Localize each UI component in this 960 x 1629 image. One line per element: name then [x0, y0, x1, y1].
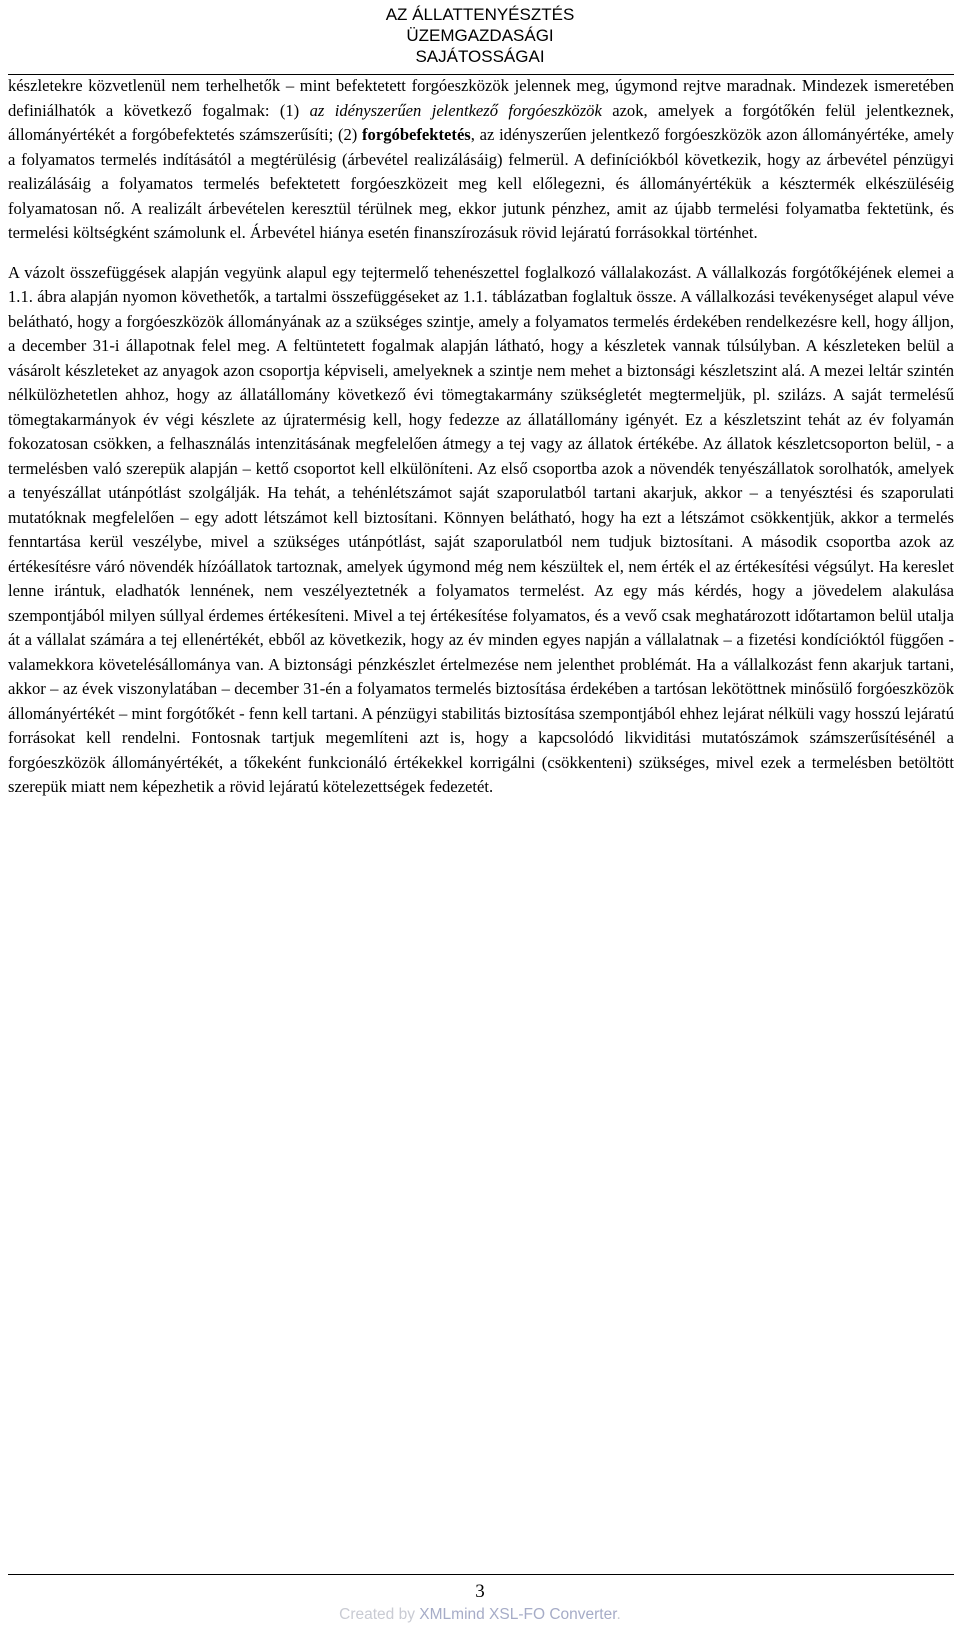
page-number: 3: [475, 1581, 485, 1602]
italic-term: az idényszerűen jelentkező forgóeszközök: [309, 100, 602, 120]
generator-link[interactable]: XMLmind XSL-FO Converter: [419, 1606, 617, 1623]
generator-prefix: Created by: [339, 1606, 420, 1623]
running-header: [0, 4, 960, 67]
paragraph-dairy-example: A vázolt összefüggések alapján vegyünk alapul egy tejtermelő tehenészettel foglalkozó vállalakozást. A vállalkozás forgótőkéjének elemei a 1.1. ábra alapján nyomon követhetők, a tartalmi összefüggéseket az 1.1. táblázatban foglaltuk össze. A vállalkozási tevékenységet alapul véve belátható, hogy a forgóeszközök állományának az a szükséges szintje, amely a folyamatos termelés érdekében rendelkezésre kell, hogy álljon, a december 31-i állapotnak felel meg. A feltüntetett fogalmak alapján látható, hogy a készletek vannak túlsúlyban. A készleteken belül a vásárolt készleteket az anyagok azon csoportja képviseli, amelyeknek a szintje nem mehet a biztonsági készletszint alá. A mezei leltár szintén nélkülözhetetlen ahhoz, hogy az állatállomány következő évi tömegtakarmány szükségletét megtermeljük, pl. szilázs. A saját termelésű tömegtakarmányok év végi készlete az újratermésig kell, hogy fedezze az állatállomány igényét. Ez a készletszint tehát az év folyamán fokozatosan csökken, a felhasználás intenzitásának megfelelően átmegy a tej vagy az állatok értékébe. Az állatok készletcsoporton belül, - a termelésben való szerepük alapján – kettő csoportot kell elkülöníteni. Az első csoportba azok a növendék tenyészállatok sorolhatók, amelyek a tenyészállat utánpótlást szolgálják. Ha tehát, a tehénlétszámot saját szaporulatból tartani akarjuk, akkor – a tenyésztési és szaporulati mutatóknak megfelelően – egy adott létszámot kell biztosítani. Könnyen belátható, hogy ha ezt a létszámot csökkentjük, akkor a termelés fenntartása kerül veszélybe, mivel a szükséges utánpótlást, saját szaporulatból nem tudjuk biztosítani. A második csoportba azok az értékesítésre váró növendék hízóállatok tartoznak, amelyek úgymond még nem készültek el, nem érték el az értékesítési végsúlyt. Ha kereslet lenne irántuk, eladhatók lennének, nem veszélyeztetnék a folyamatos termelést. Az egy más kérdés, hogy a jövedelem alakulása szempontjából milyen súllyal érdemes értékesíteni. Mivel a tej értékesítése folyamatos, és a vevő csak meghatározott időtartamon belül utalja át a vállalat számára a tej ellenértékét, ebből az következik, hogy az év minden egyes napján a vállalatnak – a fizetési kondícióktól függően - valamekkora követelésállománya van. A biztonsági pénzkészlet értelmezése nem jelenthet problémát. Ha a vállalkozást fenn akarjuk tartani, akkor – az évek viszonylatában – december 31-én a folyamatos termelés biztosítása érdekében a tartósan lekötöttnek minősülő forgóeszközök állományértékét – mint forgótőkét - fenn kell tartani. A pénzügyi stabilitás biztosítása szempontjából ehhez lejárat nélküli vagy hosszú lejáratú forrásokat kell rendelni. Fontosnak tartjuk megemlíteni azt is, hogy a kapcsolódó likviditási mutatószámok számszerűsítésénél a forgóeszközök állományértékét, a tőkeként funkcionáló értékekkel korrigálni (csökkenteni) szükséges, mivel ezek a termelésben betöltött szerepük miatt nem képezhetik a rövid lejáratú kötelezettségek fedezetét.: [8, 262, 954, 796]
paragraph-text: azok, amelyek a forgótőkén felül jelentkeznek, állományértékét a forgóbefektetés számszerűsíti; (2): [8, 100, 955, 144]
bold-term: forgóbefektetés: [362, 125, 471, 144]
paragraph-text: készletekre közvetlenül nem terhelhetők – mint befektetett forgóeszközök jelennek meg, úgymond rejtve maradnak. Mindezek ismeretében definiálhatók a következő fogalmak: (1): [8, 76, 954, 120]
footer-divider: [8, 1574, 954, 1575]
document-body: [8, 74, 954, 800]
paragraph-definitions: [8, 74, 954, 246]
generator-suffix: .: [616, 1606, 621, 1623]
header-title-line-1: AZ ÁLLATTENYÉSZTÉS: [385, 5, 575, 24]
header-title-line-2: ÜZEMGAZDASÁGI: [406, 26, 554, 45]
header-title-line-3: SAJÁTOSSÁGAI: [415, 47, 545, 66]
generator-note: [0, 1606, 960, 1624]
paragraph-text: , az idényszerűen jelentkező forgóeszközök azon állományértéke, amely a folyamatos termelés indításától a megtérülésig (árbevétel realizálásáig) felmerül. A definíciókból következik, hogy az árbevétel pénzügyi realizálásáig a folyamatos termelés befektetett forgóeszközeit meg kell előlegezni, és állományértékük a késztermék elkészüléséig folyamatosan nő. A realizált árbevételen keresztül térülnek meg, ekkor jutunk pénzhez, amit az újabb termelési folyamatba fektetünk, és termelési költségként számolunk el. Árbevétel hiánya esetén finanszírozásuk rövid lejáratú forrásokkal történhet.: [8, 125, 954, 242]
